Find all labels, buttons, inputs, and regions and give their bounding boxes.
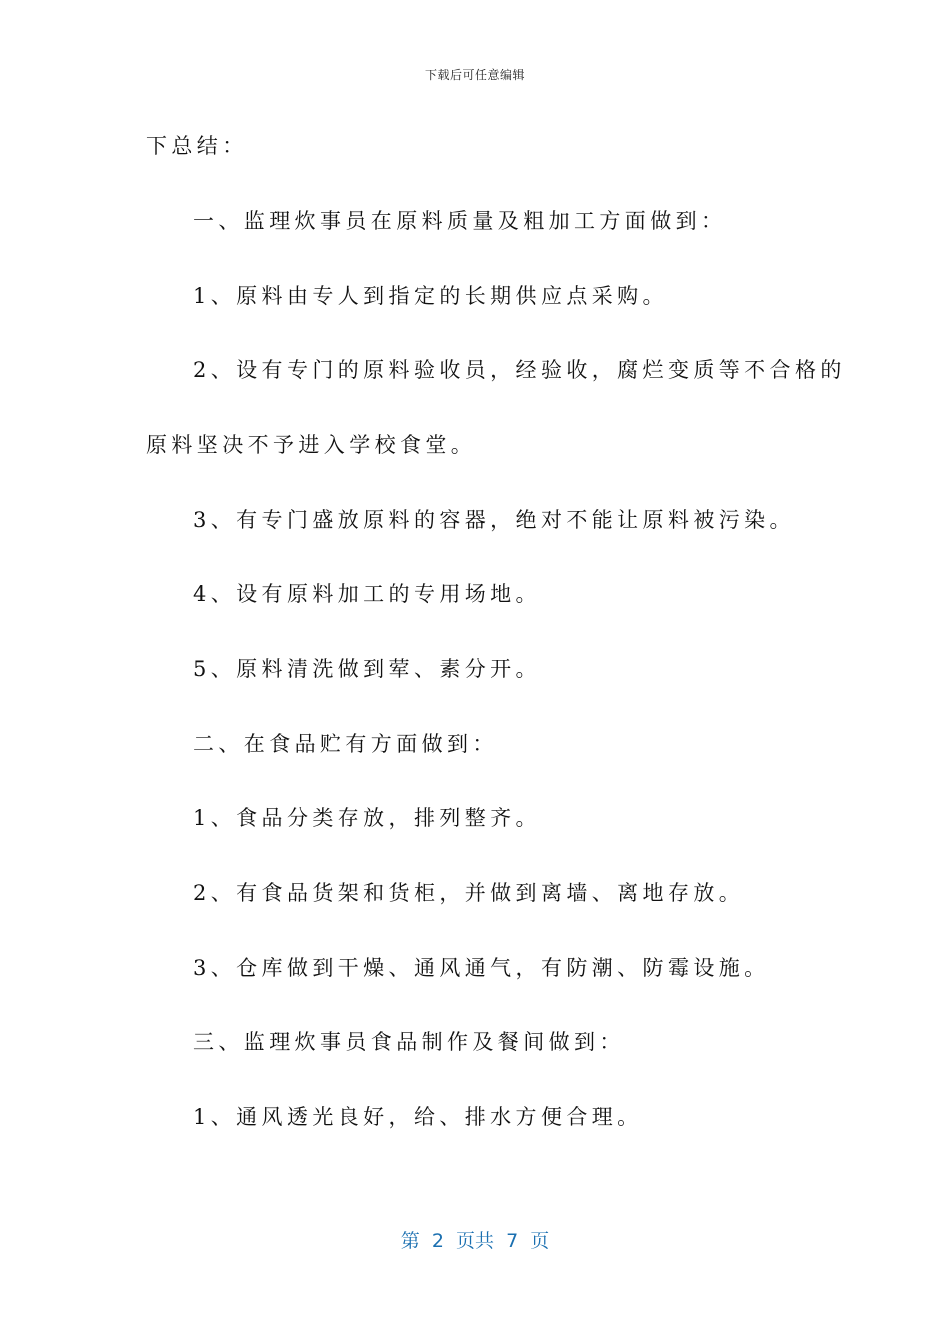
list-item: 1、食品分类存放，排列整齐。 bbox=[193, 806, 541, 830]
list-item: 3、有专门盛放原料的容器，绝对不能让原料被污染。 bbox=[193, 508, 795, 532]
page-number-footer: 第 2 页共 7 页 bbox=[400, 1230, 550, 1252]
list-item: 3、仓库做到干燥、通风通气，有防潮、防霉设施。 bbox=[193, 956, 770, 980]
list-item-continuation: 原料坚决不予进入学校食堂。 bbox=[146, 433, 477, 457]
section-heading: 一、监理炊事员在原料质量及粗加工方面做到： bbox=[193, 209, 727, 233]
list-item: 2、有食品货架和货柜，并做到离墙、离地存放。 bbox=[193, 881, 745, 905]
list-item: 4、设有原料加工的专用场地。 bbox=[193, 582, 541, 606]
list-item: 1、原料由专人到指定的长期供应点采购。 bbox=[193, 284, 668, 308]
list-item: 5、原料清洗做到荤、素分开。 bbox=[193, 657, 541, 681]
section-heading: 二、在食品贮有方面做到： bbox=[193, 732, 498, 756]
header-note: 下载后可任意编辑 bbox=[424, 68, 525, 82]
list-item: 2、设有专门的原料验收员，经验收，腐烂变质等不合格的 bbox=[193, 358, 846, 382]
list-item: 1、通风透光良好，给、排水方便合理。 bbox=[193, 1105, 643, 1129]
paragraph-line: 下总结： bbox=[146, 134, 248, 158]
section-heading: 三、监理炊事员食品制作及餐间做到： bbox=[193, 1030, 625, 1054]
